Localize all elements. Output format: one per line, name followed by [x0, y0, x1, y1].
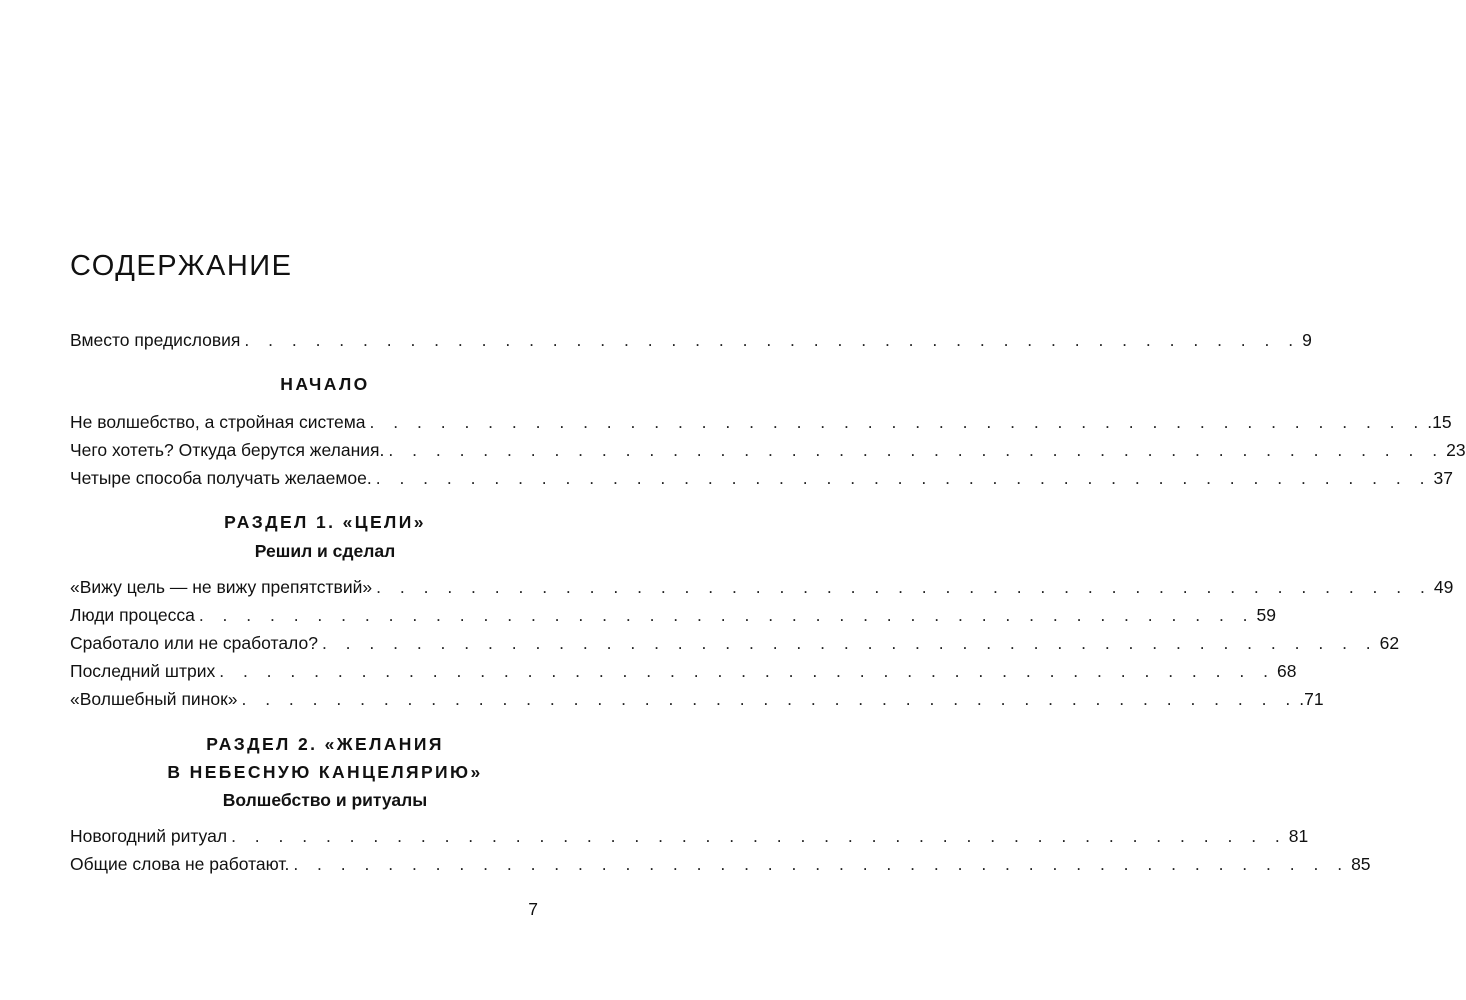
toc-page-number: 85	[1351, 854, 1371, 874]
toc-dot-leader: . . . . . . . . . . . . . . . . . . . . . . . . . . . . . . . . . . . . . . . . . . . . .	[321, 633, 1378, 653]
toc-dot-leader: . . . . . . . . . . . . . . . . . . . . . . . . . . . . . . . . . . . . . . . . . . . . .	[244, 330, 1301, 350]
toc-entry-title: Новогодний ритуал	[70, 826, 228, 846]
section-heading-start: НАЧАЛО	[280, 374, 370, 394]
page-number: 7	[528, 899, 538, 919]
toc-dot-leader: . . . . . . . . . . . . . . . . . . . . . . . . . . . . . . . . . . . . . . . . . . . . .	[388, 440, 1445, 460]
toc-page-number: 59	[1256, 605, 1277, 625]
toc-page-number: 23	[1446, 440, 1466, 460]
toc-page-number: 68	[1276, 661, 1297, 681]
toc-entry[interactable]	[70, 465, 1453, 491]
page-title: СОДЕРЖАНИЕ	[70, 250, 293, 282]
toc-entry[interactable]	[70, 630, 1400, 656]
toc-entry[interactable]	[70, 409, 1452, 435]
toc-entry-title: Общие слова не работают.	[70, 854, 290, 874]
toc-entry-title: Вместо предисловия	[70, 330, 241, 350]
toc-dot-leader: . . . . . . . . . . . . . . . . . . . . . . . . . . . . . . . . . . . . . . . . . . . . .	[231, 826, 1287, 846]
toc-entry[interactable]	[70, 658, 1297, 684]
toc-entry-title: Чего хотеть? Откуда берутся желания.	[70, 440, 385, 460]
toc-entry[interactable]	[70, 823, 1309, 849]
toc-dot-leader: . . . . . . . . . . . . . . . . . . . . . . . . . . . . . . . . . . . . . . . . . . . . .	[241, 689, 1298, 709]
toc-entry-title: Четыре способа получать желаемое.	[70, 468, 372, 488]
section-heading-wishes-line1: РАЗДЕЛ 2. «ЖЕЛАНИЯ	[206, 734, 444, 754]
toc-page-number: 62	[1379, 633, 1400, 653]
section-heading-wishes-line2: В НЕБЕСНУЮ КАНЦЕЛЯРИЮ»	[167, 762, 483, 782]
toc-dot-leader: . . . . . . . . . . . . . . . . . . . . . . . . . . . . . . . . . . . . . . . . . . . . .	[293, 854, 1350, 874]
toc-entry-title: Последний штрих	[70, 661, 216, 681]
toc-page-number: .15	[1427, 412, 1452, 432]
toc-entry[interactable]	[70, 437, 1466, 463]
toc-dot-leader: . . . . . . . . . . . . . . . . . . . . . . . . . . . . . . . . . . . . . . . . . . . . .	[375, 468, 1432, 488]
toc-dot-leader: . . . . . . . . . . . . . . . . . . . . . . . . . . . . . . . . . . . . . . . . . . . . .	[376, 577, 1432, 597]
toc-entry-title: «Вижу цель — не вижу препятствий»	[70, 577, 373, 597]
toc-entry-intro[interactable]	[70, 327, 1312, 353]
toc-dot-leader: . . . . . . . . . . . . . . . . . . . . . . . . . . . . . . . . . . . . . . . . . . . . .	[369, 412, 1426, 432]
toc-entry-title: Не волшебство, а стройная система	[70, 412, 366, 432]
section-subheading-wishes: Волшебство и ритуалы	[222, 790, 428, 810]
toc-page-number: 37	[1433, 468, 1453, 488]
toc-page-number: 81	[1288, 826, 1309, 846]
toc-entry[interactable]	[70, 686, 1324, 712]
toc-page-number: 49	[1433, 577, 1454, 597]
toc-entry[interactable]	[70, 574, 1454, 600]
toc-dot-leader: . . . . . . . . . . . . . . . . . . . . . . . . . . . . . . . . . . . . . . . . . . . . .	[198, 605, 1255, 625]
section-subheading-goals: Решил и сделал	[254, 541, 396, 561]
toc-entry-title: Люди процесса	[70, 605, 195, 625]
toc-page-number: .71	[1299, 689, 1324, 709]
toc-entry-title: Сработало или не сработало?	[70, 633, 318, 653]
toc-entry[interactable]	[70, 851, 1371, 877]
toc-entry-title: «Волшебный пинок»	[70, 689, 238, 709]
toc-entry[interactable]	[70, 602, 1277, 628]
section-heading-goals: РАЗДЕЛ 1. «ЦЕЛИ»	[224, 512, 426, 532]
toc-page-number: 9	[1302, 330, 1312, 350]
toc-dot-leader: . . . . . . . . . . . . . . . . . . . . . . . . . . . . . . . . . . . . . . . . . . . . .	[219, 661, 1275, 681]
